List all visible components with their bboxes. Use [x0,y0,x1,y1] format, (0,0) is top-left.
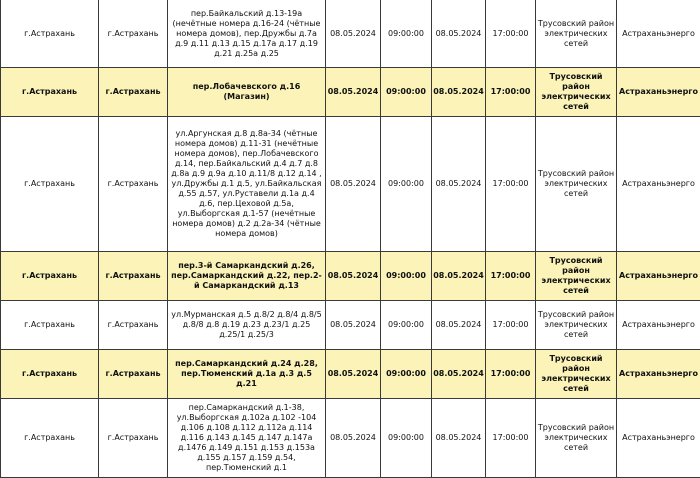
start-time-cell: 09:00:00 [381,301,432,350]
city-cell: г.Астрахань [1,117,99,252]
network-area-cell: Трусовский район электрических сетей [536,68,617,117]
locality-cell: г.Астрахань [99,399,168,478]
company-cell: Астраханьэнерго [617,0,700,68]
end-time-cell: 17:00:00 [486,399,536,478]
locality-cell: г.Астрахань [99,301,168,350]
end-date-cell: 08.05.2024 [432,68,486,117]
company-cell: Астраханьэнерго [617,399,700,478]
address-cell: пер.Самаркандский д.1-38, ул.Выборгская д.102а д.102 -104 д.106 д.108 д.112 д.112а д.114 д.116 д.143 д.145 д.147 д.147а д.1476 д.149 д.151 д.153 д.153а д.155 д.157 д.159 д.54, пер.Тюменский д.1 [168,399,326,478]
city-cell: г.Астрахань [1,68,99,117]
start-date-cell: 08.05.2024 [326,0,381,68]
start-time-cell: 09:00:00 [381,0,432,68]
network-area-cell: Трусовский район электрических сетей [536,252,617,301]
table-row [1,117,700,252]
start-time-cell: 09:00:00 [381,252,432,301]
start-date-cell: 08.05.2024 [326,350,381,399]
locality-cell: г.Астрахань [99,252,168,301]
city-cell: г.Астрахань [1,301,99,350]
locality-cell: г.Астрахань [99,68,168,117]
table-row [1,350,700,399]
city-cell: г.Астрахань [1,350,99,399]
start-time-cell: 09:00:00 [381,68,432,117]
end-date-cell: 08.05.2024 [432,0,486,68]
end-time-cell: 17:00:00 [486,68,536,117]
company-cell: Астраханьэнерго [617,301,700,350]
start-date-cell: 08.05.2024 [326,68,381,117]
address-cell: пер.Лобачевского д.16 (Магазин) [168,68,326,117]
start-date-cell: 08.05.2024 [326,399,381,478]
end-date-cell: 08.05.2024 [432,399,486,478]
locality-cell: г.Астрахань [99,117,168,252]
address-cell: ул.Мурманская д.5 д.8/2 д.8/4 д.8/5 д.8/8 д.8 д.19 д.23 д.23/1 д.25 д.25/1 д.25/3 [168,301,326,350]
company-cell: Астраханьэнерго [617,350,700,399]
network-area-cell: Трусовский район электрических сетей [536,399,617,478]
end-time-cell: 17:00:00 [486,350,536,399]
end-time-cell: 17:00:00 [486,301,536,350]
end-date-cell: 08.05.2024 [432,117,486,252]
company-cell: Астраханьэнерго [617,68,700,117]
start-time-cell: 09:00:00 [381,399,432,478]
end-date-cell: 08.05.2024 [432,301,486,350]
end-date-cell: 08.05.2024 [432,252,486,301]
address-cell: пер.Байкальский д.13-19а (нечётные номера д.16-24 (чётные номера домов), пер.Дружбы д.7а д.9 д.11 д.13 д.15 д.17а д.17 д.19 д.21 д.25а д.25 [168,0,326,68]
city-cell: г.Астрахань [1,0,99,68]
table-row [1,0,700,68]
city-cell: г.Астрахань [1,252,99,301]
address-cell: пер.3-й Самаркандский д.26, пер.Самаркандский д.22, пер.2-й Самаркандский д.13 [168,252,326,301]
table-row [1,68,700,117]
end-time-cell: 17:00:00 [486,0,536,68]
table-row [1,301,700,350]
start-date-cell: 08.05.2024 [326,117,381,252]
network-area-cell: Трусовский район электрических сетей [536,0,617,68]
end-time-cell: 17:00:00 [486,117,536,252]
company-cell: Астраханьэнерго [617,117,700,252]
address-cell: пер.Самаркандский д.24 д.28, пер.Тюменский д.1а д.3 д.5 д.21 [168,350,326,399]
end-date-cell: 08.05.2024 [432,350,486,399]
company-cell: Астраханьэнерго [617,252,700,301]
address-cell: ул.Аргунская д.8 д.8а-34 (чётные номера домов) д.11-31 (нечётные номера домов), пер.Лобачевского д.14, пер.Байкальский д.4 д.7 д.8 д.8а д.9 д.9а д.10 д.11/8 д.12 д.14 , ул.Дружбы д.1 д.5, ул.Байкальская д.55 д.57, ул.Руставели д.1а д.4 д.6, пер.Цеховой д.5а, ул.Выборгская д.1-57 (нечётные номера домов) д.2 д.2а-34 (чётные номера домов) [168,117,326,252]
start-date-cell: 08.05.2024 [326,301,381,350]
network-area-cell: Трусовский район электрических сетей [536,117,617,252]
network-area-cell: Трусовский район электрических сетей [536,350,617,399]
network-area-cell: Трусовский район электрических сетей [536,301,617,350]
locality-cell: г.Астрахань [99,350,168,399]
end-time-cell: 17:00:00 [486,252,536,301]
start-date-cell: 08.05.2024 [326,252,381,301]
locality-cell: г.Астрахань [99,0,168,68]
city-cell: г.Астрахань [1,399,99,478]
start-time-cell: 09:00:00 [381,350,432,399]
table-row [1,399,700,478]
start-time-cell: 09:00:00 [381,117,432,252]
table-row [1,252,700,301]
